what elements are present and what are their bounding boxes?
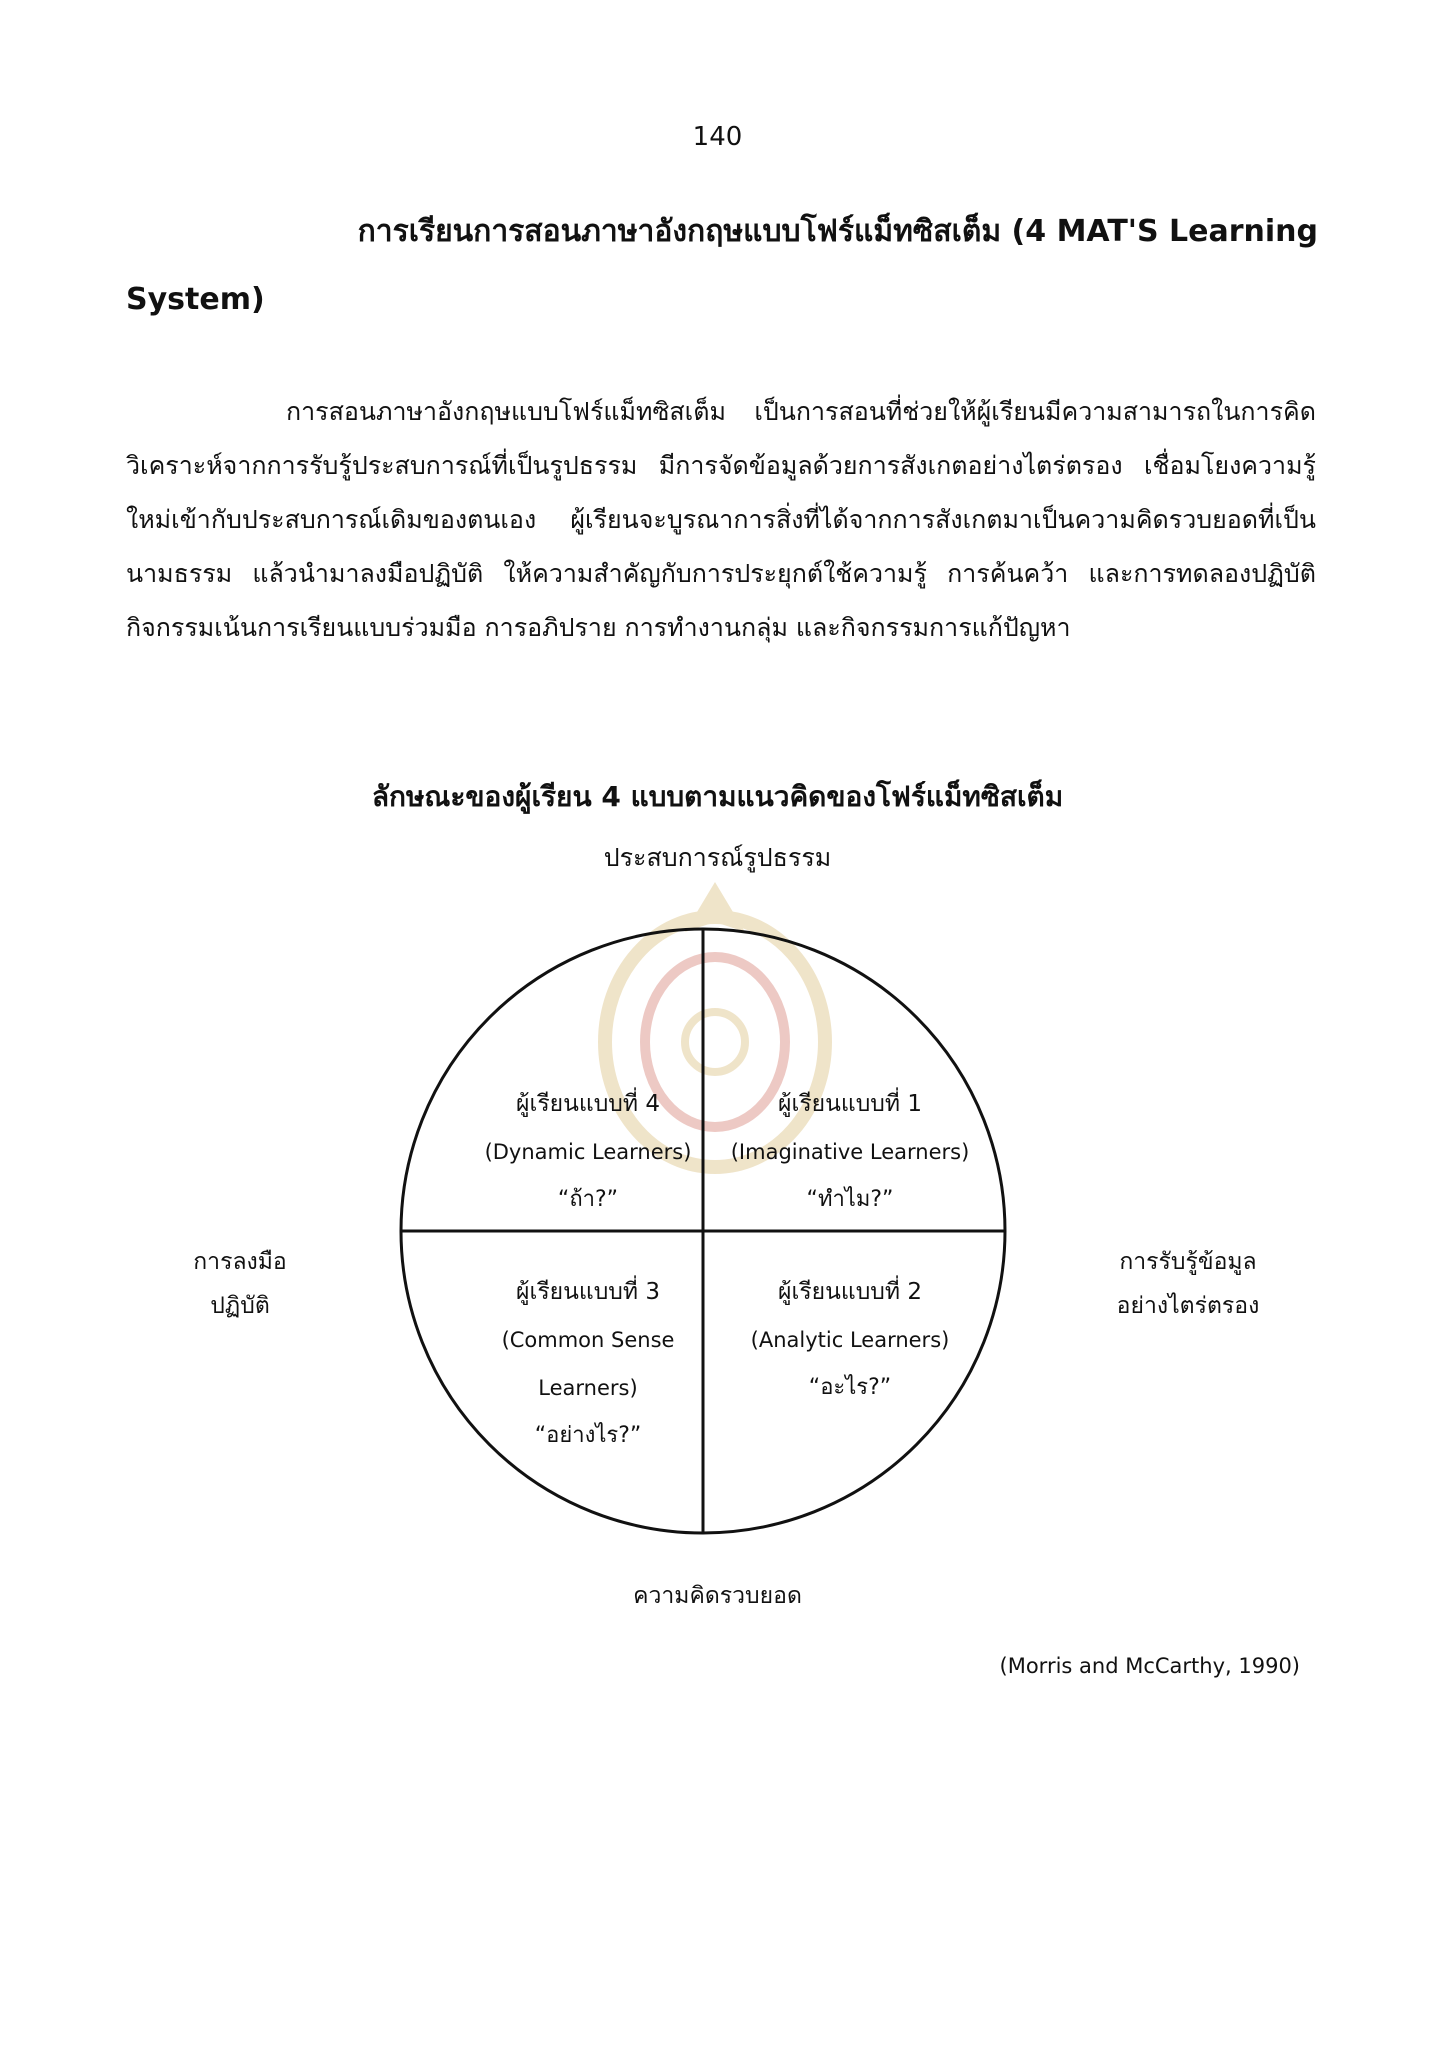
- quadrant-title: ผู้เรียนแบบที่ 3: [515, 1279, 661, 1305]
- quadrant-type: (Imaginative Learners): [730, 1140, 970, 1164]
- axis-right-line: อย่างไตร่ตรอง: [1116, 1293, 1260, 1319]
- section-heading: การเรียนการสอนภาษาอังกฤษแบบโฟร์แม็ทซิสเต็ม (4 MAT'S Learning: [357, 214, 1318, 249]
- quadrant-type: (Analytic Learners): [750, 1328, 950, 1352]
- axis-right-label: [1088, 1240, 1288, 1328]
- figure-citation: (Morris and McCarthy, 1990): [999, 1654, 1300, 1678]
- axis-left-line: ปฏิบัติ: [210, 1293, 270, 1319]
- quadrant-question: “ถ้า?”: [557, 1187, 619, 1212]
- quadrant-question: “อะไร?”: [808, 1375, 892, 1400]
- axis-left-label: [160, 1240, 320, 1328]
- section-heading-continued: System): [126, 282, 265, 317]
- paragraph-text: การสอนภาษาอังกฤษแบบโฟร์แม็ทซิสเต็ม เป็นการสอนที่ช่วยให้ผู้เรียนมีความสามารถในการคิดวิเคราะห์จากการรับรู้ประสบการณ์ที่เป็นรูปธรรม มีการจัดข้อมูลด้วยการสังเกตอย่างไตร่ตรอง เชื่อมโยงความรู้ใหม่เข้ากับประสบการณ์เดิมของตนเอง ผู้เรียนจะบูรณาการสิ่งที่ได้จากการสังเกตมาเป็นความคิดรวบยอดที่เป็นนามธรรม แล้วนำมาลงมือปฏิบัติ ให้ความสำคัญกับการประยุกต์ใช้ความรู้ การค้นคว้า และการทดลองปฏิบัติ กิจกรรมเน้นการเรียนแบบร่วมมือ การอภิปราย การทำงานกลุ่ม และกิจกรรมการแก้ปัญหา: [126, 397, 1316, 642]
- quadrant-learner-2: [720, 1268, 980, 1412]
- quadrant-title: ผู้เรียนแบบที่ 1: [777, 1091, 923, 1117]
- quadrant-learner-3: [458, 1268, 718, 1460]
- quadrant-type: (Common Sense: [501, 1328, 675, 1352]
- axis-top-label: ประสบการณ์รูปธรรม: [603, 843, 832, 872]
- page-number: 140: [692, 122, 743, 152]
- quadrant-question: “อย่างไร?”: [534, 1423, 642, 1448]
- body-paragraph: [126, 385, 1316, 655]
- quadrant-type: (Dynamic Learners): [484, 1140, 692, 1164]
- figure-title: ลักษณะของผู้เรียน 4 แบบตามแนวคิดของโฟร์แม็ทซิสเต็ม: [371, 780, 1064, 813]
- quadrant-question: “ทำไม?”: [806, 1187, 894, 1212]
- quadrant-title: ผู้เรียนแบบที่ 2: [777, 1279, 923, 1305]
- quadrant-learner-4: [458, 1080, 718, 1224]
- quadrant-title: ผู้เรียนแบบที่ 4: [515, 1091, 661, 1117]
- axis-left-line: การลงมือ: [193, 1249, 287, 1275]
- axis-right-line: การรับรู้ข้อมูล: [1119, 1249, 1257, 1275]
- axis-bottom-label: ความคิดรวบยอด: [633, 1583, 802, 1609]
- quadrant-type-continued: Learners): [538, 1376, 638, 1400]
- quadrant-learner-1: [720, 1080, 980, 1224]
